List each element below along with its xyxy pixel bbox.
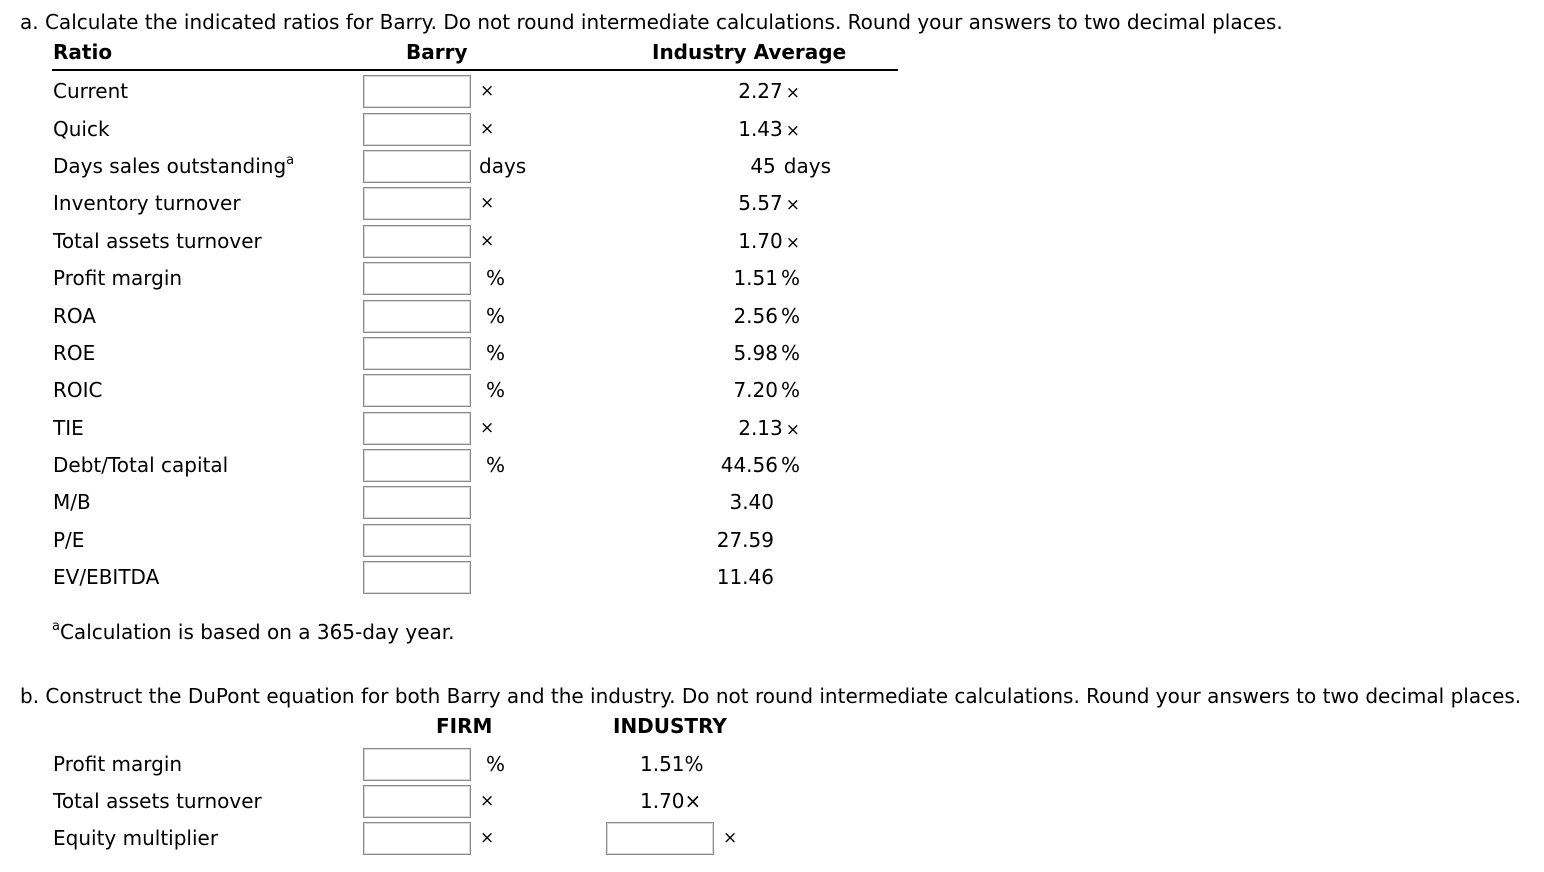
industry-value-unit: % bbox=[780, 266, 800, 290]
barry-unit: % bbox=[486, 266, 506, 290]
header-firm-dupont: FIRM bbox=[436, 714, 493, 738]
industry-average-value bbox=[738, 191, 800, 217]
industry-value-unit: × bbox=[785, 83, 800, 103]
footnote-mark: a bbox=[52, 619, 60, 634]
footnote-marker: a bbox=[286, 153, 295, 168]
industry-average-value bbox=[717, 565, 774, 589]
industry-value-number: 2.13 bbox=[738, 416, 783, 440]
industry-value-number: 11.46 bbox=[716, 565, 774, 589]
barry-unit: × bbox=[480, 81, 495, 101]
firm-unit: × bbox=[480, 791, 495, 811]
dupont-label: Profit margin bbox=[53, 752, 183, 776]
ratio-label bbox=[53, 304, 96, 328]
industry-average-value bbox=[738, 416, 800, 442]
barry-ratio-input[interactable] bbox=[363, 262, 471, 295]
footnote-text: Calculation is based on a 365-day year. bbox=[59, 620, 455, 644]
barry-unit: % bbox=[486, 304, 506, 328]
firm-dupont-input[interactable] bbox=[363, 822, 471, 855]
barry-unit: × bbox=[480, 119, 495, 139]
ratio-label bbox=[53, 565, 159, 589]
barry-ratio-input[interactable] bbox=[363, 374, 471, 407]
industry-value-number: 27.59 bbox=[716, 528, 774, 552]
ratio-label bbox=[53, 416, 84, 440]
barry-unit: % bbox=[486, 378, 506, 402]
industry-average-value bbox=[738, 117, 800, 143]
industry-value-unit: % bbox=[780, 341, 800, 365]
industry-unit: × bbox=[723, 828, 738, 848]
industry-value-number: 45 bbox=[750, 154, 776, 178]
industry-value-number: 5.98 bbox=[733, 341, 778, 365]
barry-ratio-input[interactable] bbox=[363, 449, 471, 482]
industry-value-number: 7.20 bbox=[733, 378, 778, 402]
header-firm: Barry bbox=[406, 40, 468, 64]
ratio-label bbox=[53, 453, 228, 477]
barry-ratio-input[interactable] bbox=[363, 150, 471, 183]
industry-average-value bbox=[733, 266, 800, 290]
industry-average-value bbox=[733, 341, 800, 365]
ratio-label-text: Inventory turnover bbox=[53, 191, 241, 215]
industry-value-number: 3.40 bbox=[729, 490, 774, 514]
header-industry-average: Industry Average bbox=[652, 40, 847, 64]
ratio-label-text: TIE bbox=[53, 416, 84, 440]
barry-ratio-input[interactable] bbox=[363, 561, 471, 594]
industry-value-unit: % bbox=[780, 378, 800, 402]
ratio-label-text: ROIC bbox=[53, 378, 103, 402]
firm-dupont-input[interactable] bbox=[363, 748, 471, 781]
barry-ratio-input[interactable] bbox=[363, 300, 471, 333]
industry-equity-multiplier-input[interactable] bbox=[606, 822, 714, 855]
industry-dupont-value: 1.70× bbox=[640, 789, 702, 813]
ratio-label-text: M/B bbox=[53, 490, 91, 514]
industry-value-number: 2.56 bbox=[733, 304, 778, 328]
ratio-label bbox=[53, 79, 128, 103]
part-a-prompt: a. Calculate the indicated ratios for Barry. Do not round intermediate calculations. Round your answers to two decimal places. bbox=[20, 10, 1283, 34]
ratio-label-text: EV/EBITDA bbox=[53, 565, 160, 589]
ratio-label bbox=[53, 266, 182, 290]
industry-value-unit: × bbox=[785, 195, 800, 215]
ratio-label-text: Profit margin bbox=[53, 266, 183, 290]
header-industry-dupont: INDUSTRY bbox=[613, 714, 727, 738]
industry-value-unit: % bbox=[780, 304, 800, 328]
industry-average-value bbox=[738, 229, 800, 255]
industry-value-number: 5.57 bbox=[738, 191, 783, 215]
industry-value-number: 1.43 bbox=[738, 117, 783, 141]
barry-ratio-input[interactable] bbox=[363, 337, 471, 370]
firm-dupont-input[interactable] bbox=[363, 785, 471, 818]
ratio-label-text: Quick bbox=[53, 117, 110, 141]
barry-ratio-input[interactable] bbox=[363, 486, 471, 519]
firm-unit: × bbox=[480, 828, 495, 848]
barry-unit: × bbox=[480, 193, 495, 213]
industry-average-value bbox=[738, 79, 800, 105]
ratio-label-text: Total assets turnover bbox=[53, 229, 262, 253]
barry-ratio-input[interactable] bbox=[363, 412, 471, 445]
ratio-label bbox=[53, 490, 91, 514]
ratio-label bbox=[53, 117, 110, 141]
industry-value-unit: × bbox=[785, 121, 800, 141]
ratio-label-text: Debt/Total capital bbox=[53, 453, 229, 477]
industry-value-unit: × bbox=[785, 420, 800, 440]
industry-average-value bbox=[750, 154, 831, 178]
industry-dupont-value: 1.51% bbox=[640, 752, 704, 776]
industry-value-unit: × bbox=[785, 233, 800, 253]
industry-value-number: 1.51 bbox=[733, 266, 778, 290]
industry-value-number: 44.56 bbox=[720, 453, 778, 477]
barry-ratio-input[interactable] bbox=[363, 75, 471, 108]
barry-ratio-input[interactable] bbox=[363, 524, 471, 557]
barry-unit: % bbox=[486, 453, 506, 477]
ratio-label-text: ROA bbox=[53, 304, 96, 328]
industry-average-value bbox=[733, 304, 800, 328]
industry-average-value bbox=[721, 453, 800, 477]
footnote bbox=[52, 620, 455, 644]
industry-value-number: 2.27 bbox=[738, 79, 783, 103]
barry-ratio-input[interactable] bbox=[363, 187, 471, 220]
barry-unit: × bbox=[480, 231, 495, 251]
industry-average-value bbox=[733, 378, 800, 402]
part-b-prompt: b. Construct the DuPont equation for both Barry and the industry. Do not round intermediate calculations. Round your answers to two decimal places. bbox=[20, 684, 1522, 708]
ratio-label bbox=[53, 191, 241, 215]
firm-unit: % bbox=[486, 752, 506, 776]
ratio-label bbox=[53, 229, 262, 253]
ratio-label-text: ROE bbox=[53, 341, 96, 365]
barry-unit: % bbox=[486, 341, 506, 365]
dupont-label: Total assets turnover bbox=[53, 789, 262, 813]
ratio-label bbox=[53, 378, 103, 402]
industry-average-value bbox=[717, 528, 774, 552]
industry-average-value bbox=[729, 490, 774, 514]
ratio-label bbox=[53, 528, 84, 552]
industry-value-unit: days bbox=[783, 154, 831, 178]
header-rule bbox=[52, 69, 898, 71]
ratio-label-text: Current bbox=[53, 79, 129, 103]
header-ratio: Ratio bbox=[53, 40, 113, 64]
industry-value-number: 1.70 bbox=[738, 229, 783, 253]
dupont-label: Equity multiplier bbox=[53, 826, 219, 850]
ratio-label bbox=[53, 154, 294, 178]
ratio-label-text: Days sales outstanding bbox=[53, 154, 287, 178]
industry-value-unit: % bbox=[780, 453, 800, 477]
barry-unit: days bbox=[479, 154, 527, 178]
ratio-label-text: P/E bbox=[53, 528, 85, 552]
barry-ratio-input[interactable] bbox=[363, 113, 471, 146]
ratio-label bbox=[53, 341, 95, 365]
barry-unit: × bbox=[480, 418, 495, 438]
barry-ratio-input[interactable] bbox=[363, 225, 471, 258]
